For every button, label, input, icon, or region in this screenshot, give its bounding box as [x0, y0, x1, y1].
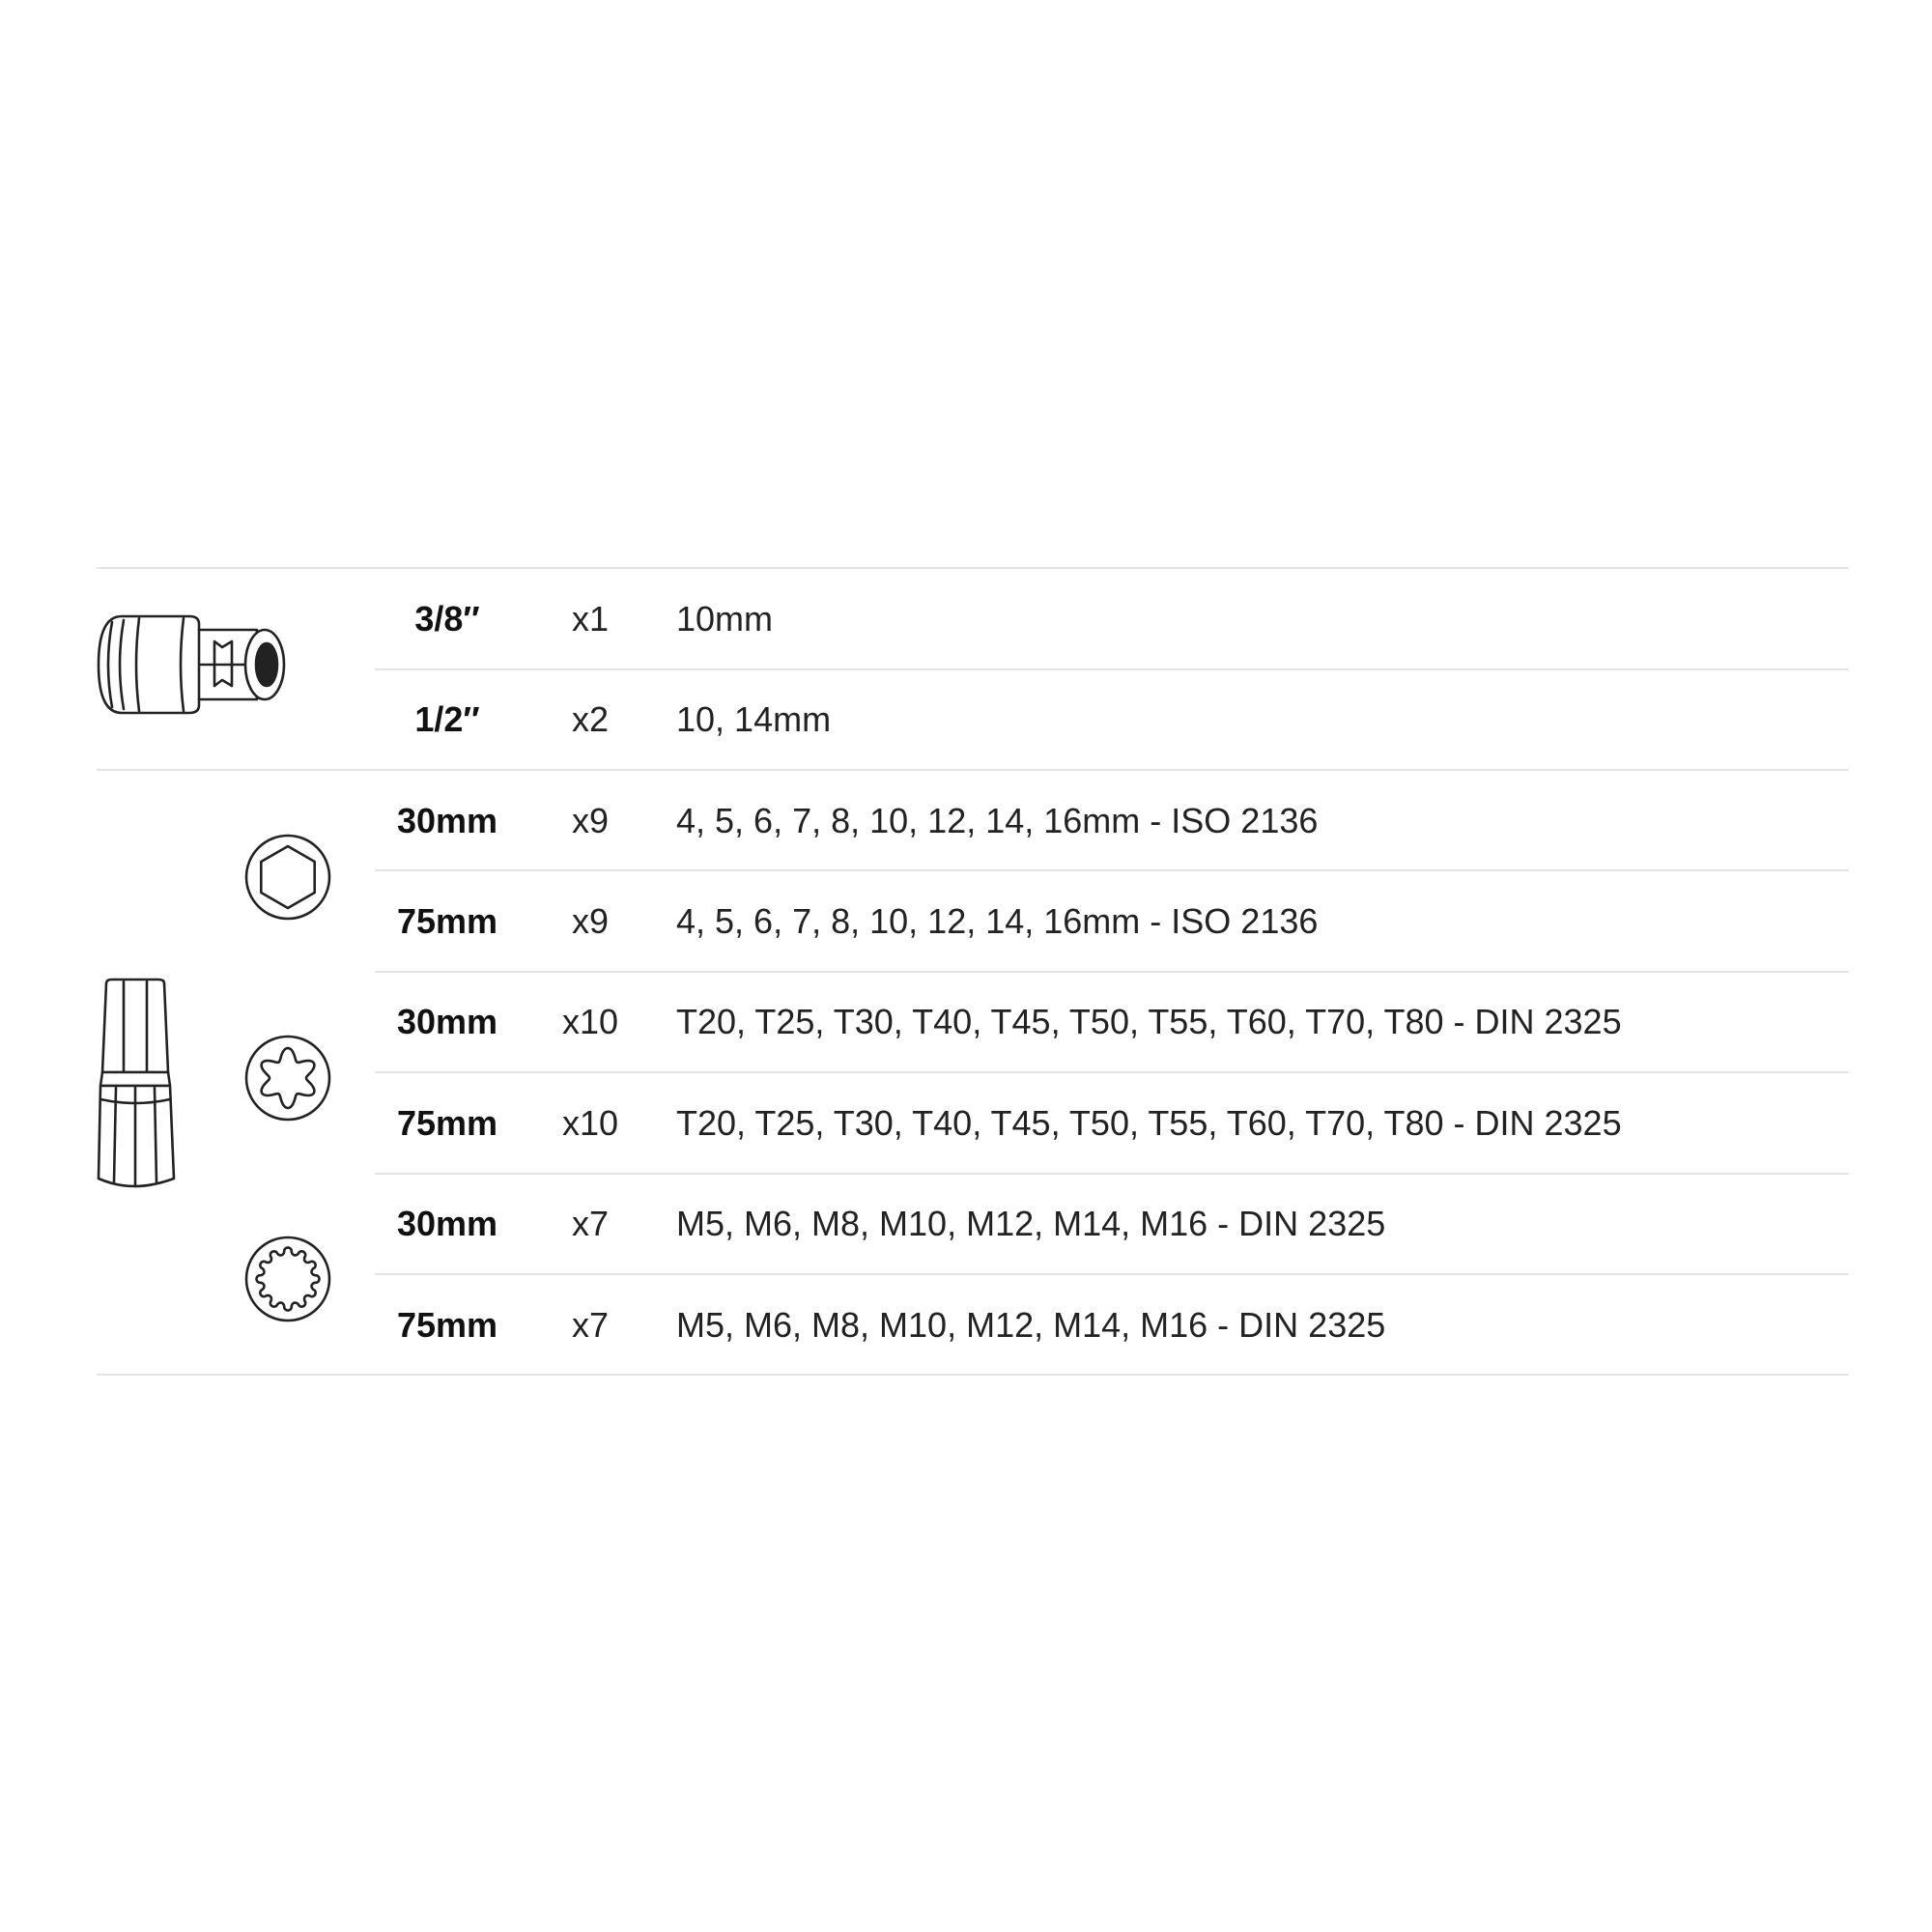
description-cell: M5, M6, M8, M10, M12, M14, M16 - DIN 2325	[676, 1204, 1386, 1243]
description-cell: T20, T25, T30, T40, T45, T50, T55, T60, T70, T80 - DIN 2325	[676, 1103, 1622, 1143]
table-row	[375, 1275, 1849, 1376]
table-row	[375, 972, 1849, 1072]
table-row	[375, 871, 1849, 972]
table-row	[375, 1174, 1849, 1274]
quantity-cell: x10	[561, 1002, 619, 1041]
description-cell: 4, 5, 6, 7, 8, 10, 12, 14, 16mm - ISO 2136	[676, 801, 1319, 840]
description-cell: 4, 5, 6, 7, 8, 10, 12, 14, 16mm - ISO 2136	[676, 901, 1319, 941]
size-cell: 75mm	[396, 1305, 498, 1345]
size-cell: 30mm	[396, 1002, 498, 1041]
size-cell: 30mm	[396, 1204, 498, 1243]
quantity-cell: x1	[571, 599, 610, 639]
torx-profile-icon	[243, 1034, 332, 1122]
size-cell: 75mm	[396, 1103, 498, 1143]
hex-bit-icon	[95, 976, 182, 1190]
hex-profile-icon	[243, 833, 332, 922]
quantity-cell: x9	[571, 901, 610, 941]
quantity-cell: x2	[571, 699, 610, 739]
size-cell: 3/8″	[414, 599, 480, 639]
quantity-cell: x10	[561, 1103, 619, 1143]
quantity-cell: x7	[571, 1204, 610, 1243]
description-cell: T20, T25, T30, T40, T45, T50, T55, T60, T70, T80 - DIN 2325	[676, 1002, 1622, 1041]
quantity-cell: x7	[571, 1305, 610, 1345]
size-cell: 30mm	[396, 801, 498, 840]
description-cell: 10, 14mm	[676, 699, 832, 739]
description-cell: 10mm	[676, 599, 774, 639]
table-row	[375, 569, 1849, 669]
table-row	[375, 669, 1849, 770]
socket-adapter-icon	[95, 609, 288, 721]
table-row	[375, 1073, 1849, 1174]
quantity-cell: x9	[571, 801, 610, 840]
spline-profile-icon	[243, 1235, 332, 1323]
description-cell: M5, M6, M8, M10, M12, M14, M16 - DIN 2325	[676, 1305, 1386, 1345]
size-cell: 75mm	[396, 901, 498, 941]
size-cell: 1/2″	[414, 699, 480, 739]
table-row	[375, 771, 1849, 871]
